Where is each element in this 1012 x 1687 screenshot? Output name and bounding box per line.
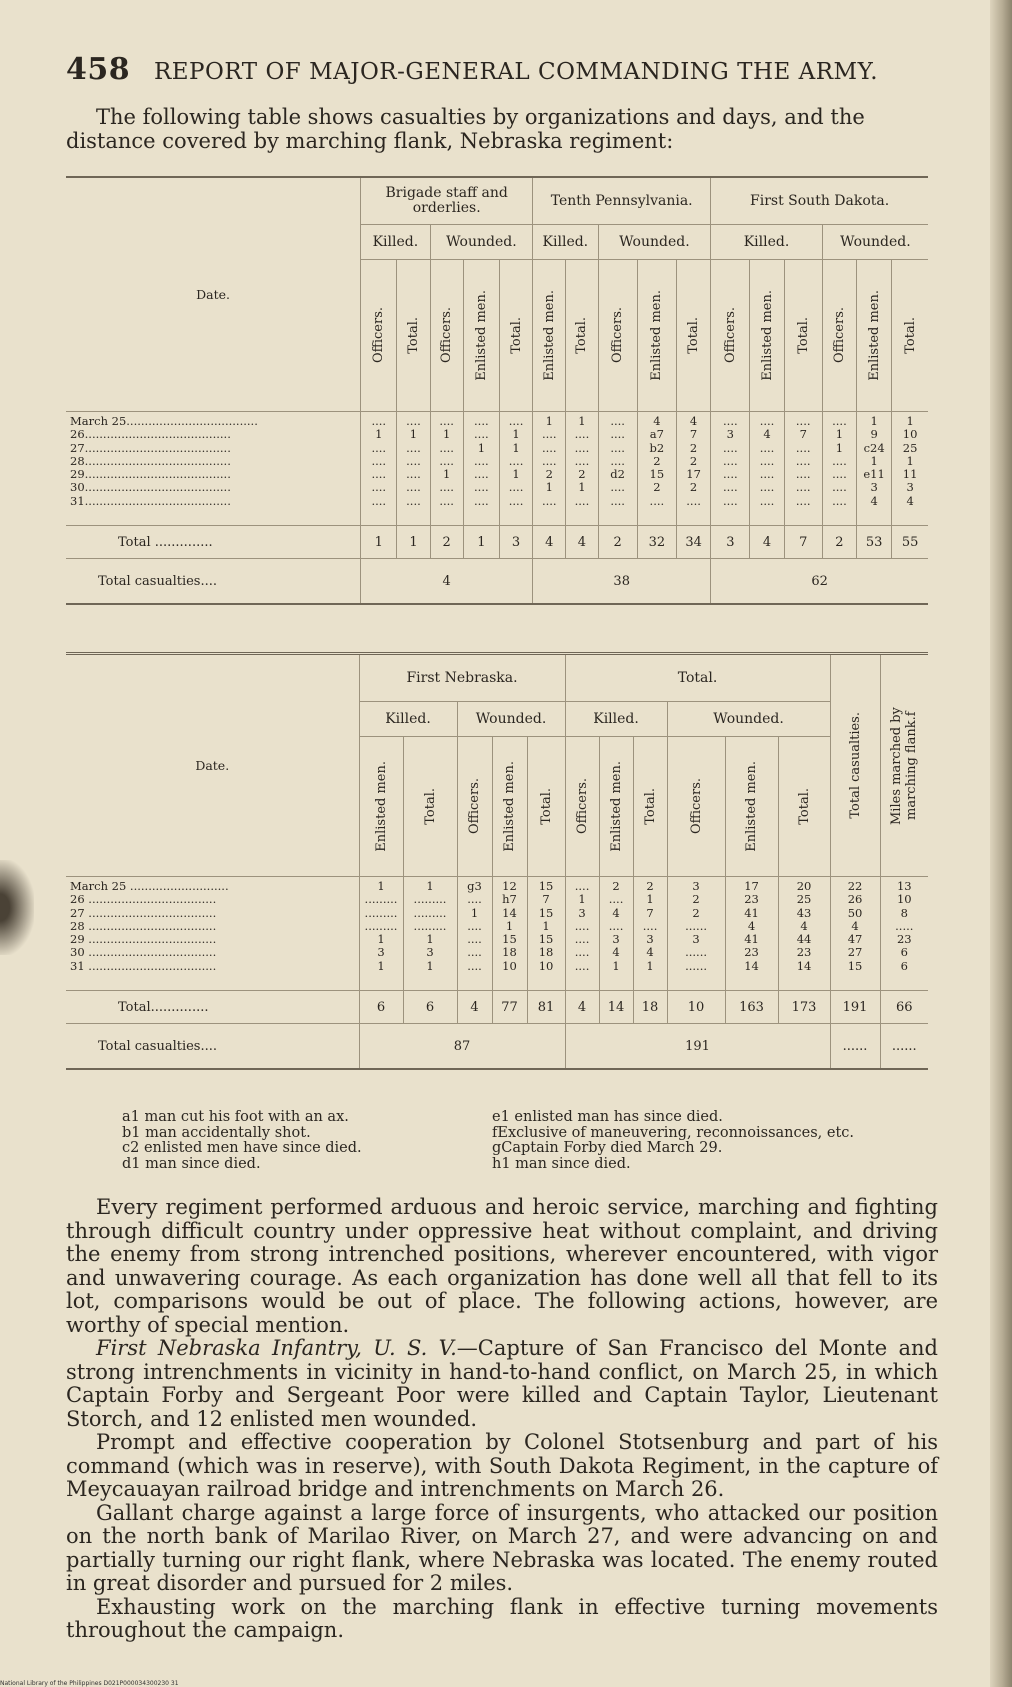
- column-header: Officers.: [467, 778, 482, 835]
- table-cell-column: .... 4 .... .... .... .... ....: [750, 412, 784, 526]
- column-header: Officers.: [831, 307, 847, 364]
- total-cell: 3: [499, 526, 532, 559]
- total-cell: 4: [533, 526, 566, 559]
- table-cell-column: g3 .... 1 .... .... .... ....: [457, 877, 492, 991]
- table-cell-column: 4 7 2 2 17 2 ....: [676, 412, 710, 526]
- footnotes-left: a1 man cut his foot with an ax. b1 man accidentally shot. c2 enlisted men have since died. d1 man since died.: [122, 1109, 362, 1172]
- killed-header: Killed.: [361, 225, 430, 260]
- page-title: REPORT OF MAJOR-GENERAL COMMANDING THE ARMY.: [153, 59, 879, 85]
- table-cell-column: 1 ......... ......... ......... 1 3 1: [403, 877, 457, 991]
- page-binding: [990, 0, 1012, 1687]
- column-header: Total.: [405, 317, 421, 354]
- column-header-total-casualties: Total casualties.: [847, 712, 863, 819]
- column-header-miles-marched: Miles marched by marching flank.f: [889, 706, 920, 825]
- total-cell: 81: [527, 991, 565, 1024]
- killed-header: Killed.: [359, 702, 457, 737]
- footnotes-right: e1 enlisted man has since died. fExclusive of maneuvering, reconnoissances, etc. gCaptain Forby died March 29. h1 man since died.: [492, 1109, 854, 1172]
- total-casualties-blank: ......: [830, 1024, 880, 1070]
- column-header: Total.: [902, 317, 918, 354]
- total-row-label: Total..............: [66, 991, 359, 1024]
- table-cell-column: 3 2 2 ...... 3 ...... ......: [667, 877, 725, 991]
- wounded-header: Wounded.: [667, 702, 830, 737]
- total-cell: 3: [711, 526, 750, 559]
- total-casualties-label: Total casualties....: [66, 559, 361, 605]
- total-cell: 1: [397, 526, 430, 559]
- date-list: March 25 ........................... 26 ................................... 27 ................................... 28 ................................... 29 ................................... 30 ................................... 31 ...................................: [66, 877, 359, 991]
- page-header: [66, 52, 926, 87]
- column-header: Total.: [422, 788, 438, 825]
- total-cell: 14: [599, 991, 633, 1024]
- table-cell-column: .... .... .... .... d2 .... ....: [598, 412, 637, 526]
- column-header: Total.: [538, 788, 554, 825]
- table-cell-column: .... 1 .... .... .... .... ....: [361, 412, 397, 526]
- paragraph: Exhausting work on the marching flank in effective turning movements throughout the campaign.: [66, 1594, 938, 1642]
- intro-paragraph: The following table shows casualties by organizations and days, and the distance covered by marching flank, Nebraska regiment:: [66, 105, 865, 153]
- column-header: Officers.: [439, 307, 455, 364]
- total-cell: 55: [892, 526, 928, 559]
- killed-header: Killed.: [565, 702, 667, 737]
- group-header-tenth-pennsylvania: Tenth Pennsylvania.: [533, 177, 711, 225]
- paragraph: Gallant charge against a large force of insurgents, who attacked our position on the north bank of Marilao River, on March 27, and were advancing on and partially turning our right flank, where Nebraska was located. The enemy routed in great disorder and pursued for 2 miles.: [66, 1500, 938, 1595]
- total-cell: 34: [676, 526, 710, 559]
- total-cell: 1: [463, 526, 499, 559]
- column-header: Total.: [796, 788, 812, 825]
- column-header: Total.: [574, 317, 590, 354]
- column-header: Enlisted men.: [473, 290, 489, 381]
- page-number: 458: [66, 52, 131, 87]
- column-header: Enlisted men.: [866, 290, 882, 381]
- table-cell-column: 2 .... 4 .... 3 4 1: [599, 877, 633, 991]
- column-header: Total.: [795, 317, 811, 354]
- table-cell-column: 22 26 50 4 47 27 15: [830, 877, 880, 991]
- spine-shadow: [0, 860, 34, 955]
- total-casualties-first-south-dakota: 62: [711, 559, 928, 605]
- column-header: Officers.: [610, 307, 626, 364]
- total-cell: 2: [598, 526, 637, 559]
- total-cell: 4: [457, 991, 492, 1024]
- table-cell-column: 4 a7 b2 2 15 2 ....: [637, 412, 676, 526]
- total-cell: 18: [633, 991, 667, 1024]
- total-casualties-tenth-pennsylvania: 38: [533, 559, 711, 605]
- date-header: Date.: [66, 654, 359, 877]
- total-cell: 1: [361, 526, 397, 559]
- killed-header: Killed.: [533, 225, 598, 260]
- wounded-header: Wounded.: [430, 225, 533, 260]
- date-list: March 25.................................... 26........................................ 27........................................ 28........................................ 29........................................ 30........................................ 31........................................: [66, 412, 361, 526]
- table-cell-column: .... 1 3 .... .... .... ....: [565, 877, 599, 991]
- miles-blank: ......: [880, 1024, 928, 1070]
- killed-header: Killed.: [711, 225, 823, 260]
- table-cell-column: 20 25 43 4 44 23 14: [778, 877, 830, 991]
- total-cell: 66: [880, 991, 928, 1024]
- column-header: Enlisted men.: [541, 290, 557, 381]
- total-cell: 53: [857, 526, 892, 559]
- column-header: Officers.: [371, 307, 387, 364]
- total-cell: 2: [430, 526, 463, 559]
- table-cell-column: 1 .... .... .... 2 1 ....: [533, 412, 566, 526]
- total-cell: 4: [566, 526, 598, 559]
- total-cell: 77: [492, 991, 527, 1024]
- column-header: Officers.: [688, 778, 704, 835]
- casualties-table-2: [66, 652, 928, 1070]
- total-row-label: Total ..............: [66, 526, 361, 559]
- column-header: Total.: [508, 317, 524, 354]
- total-cell: 4: [750, 526, 784, 559]
- group-header-first-nebraska: First Nebraska.: [359, 654, 565, 702]
- group-header-first-south-dakota: First South Dakota.: [711, 177, 928, 225]
- column-header: Enlisted men.: [649, 290, 665, 381]
- wounded-header: Wounded.: [822, 225, 928, 260]
- total-cell: 10: [667, 991, 725, 1024]
- column-header: Enlisted men.: [744, 761, 760, 852]
- total-casualties-brigade: 4: [361, 559, 533, 605]
- wounded-header: Wounded.: [457, 702, 565, 737]
- column-header: Enlisted men.: [608, 761, 624, 852]
- column-header: Total.: [642, 788, 658, 825]
- wounded-header: Wounded.: [598, 225, 711, 260]
- scan-footer: National Library of the Philippines D021P000034300230 31: [0, 1680, 179, 1687]
- column-header: Enlisted men.: [373, 761, 389, 852]
- column-header: Officers.: [722, 307, 738, 364]
- table-cell-column: 1 .... .... .... 2 1 ....: [566, 412, 598, 526]
- table-cell-column: 15 7 15 1 15 18 10: [527, 877, 565, 991]
- table-cell-column: .... .... 1 .... .... .... ....: [463, 412, 499, 526]
- table-cell-column: 12 h7 14 1 15 18 10: [492, 877, 527, 991]
- table-cell-column: .... 1 .... .... 1 .... ....: [430, 412, 463, 526]
- paragraph: Prompt and effective cooperation by Colonel Stotsenburg and part of his command (which was in reserve), with South Dakota Regiment, in the capture of Meycauayan railroad bridge and intrenchments on March 26.: [66, 1430, 938, 1501]
- paragraph-lead: First Nebraska Infantry, U. S. V.: [96, 1336, 457, 1360]
- total-casualties-total: 191: [565, 1024, 830, 1070]
- total-cell: 7: [784, 526, 822, 559]
- table-cell-column: 2 1 7 .... 3 4 1: [633, 877, 667, 991]
- paragraph: [66, 1337, 938, 1431]
- paragraph: Every regiment performed arduous and heroic service, marching and fighting through difficult country under oppressive heat without complaint, and driving the enemy from strong intrenched positions, wherever encountered, with vigor and unwavering courage. As each organization has done well all that fell to its lot, comparisons would be out of place. The following actions, however, are worthy of special mention.: [66, 1195, 938, 1337]
- group-header-total: Total.: [565, 654, 830, 702]
- table-cell-column: 1 9 c24 1 e11 3 4: [857, 412, 892, 526]
- casualties-table-1: [66, 176, 928, 605]
- table-cell-column: .... 1 1 .... .... .... ....: [822, 412, 856, 526]
- total-cell: 191: [830, 991, 880, 1024]
- table-cell-column: 1 ......... ......... ......... 1 3 1: [359, 877, 403, 991]
- total-cell: 6: [359, 991, 403, 1024]
- group-header-brigade: Brigade staff and orderlies.: [361, 177, 533, 225]
- total-casualties-label: Total casualties....: [66, 1024, 359, 1070]
- table-cell-column: .... 3 .... .... .... .... ....: [711, 412, 750, 526]
- table-cell-column: .... 1 .... .... .... .... ....: [397, 412, 430, 526]
- table-cell-column: 17 23 41 4 41 23 14: [725, 877, 778, 991]
- total-cell: 2: [822, 526, 856, 559]
- table-cell-column: 13 10 8 ..... 23 6 6: [880, 877, 928, 991]
- table-cell-column: .... 1 1 .... 1 .... ....: [499, 412, 532, 526]
- total-cell: 173: [778, 991, 830, 1024]
- total-casualties-first-nebraska: 87: [359, 1024, 565, 1070]
- table-cell-column: 1 10 25 1 11 3 4: [892, 412, 928, 526]
- body-text: [66, 1196, 938, 1643]
- total-cell: 163: [725, 991, 778, 1024]
- date-header: Date.: [66, 177, 361, 412]
- column-header: Officers.: [574, 778, 590, 835]
- column-header: Total.: [686, 317, 702, 354]
- column-header: Enlisted men.: [759, 290, 775, 381]
- total-cell: 6: [403, 991, 457, 1024]
- table-cell-column: .... 7 .... .... .... .... ....: [784, 412, 822, 526]
- column-header: Enlisted men.: [502, 761, 517, 852]
- total-cell: 32: [637, 526, 676, 559]
- paragraph-text: —Capture of San Francisco del Monte and strong intrenchments in vicinity in hand-to-hand conflict, on March 25, in which Captain Forby and Sergeant Poor were killed and Captain Taylor, Lieutenant Storch, and 12 enlisted men wounded.: [66, 1336, 938, 1431]
- total-cell: 4: [565, 991, 599, 1024]
